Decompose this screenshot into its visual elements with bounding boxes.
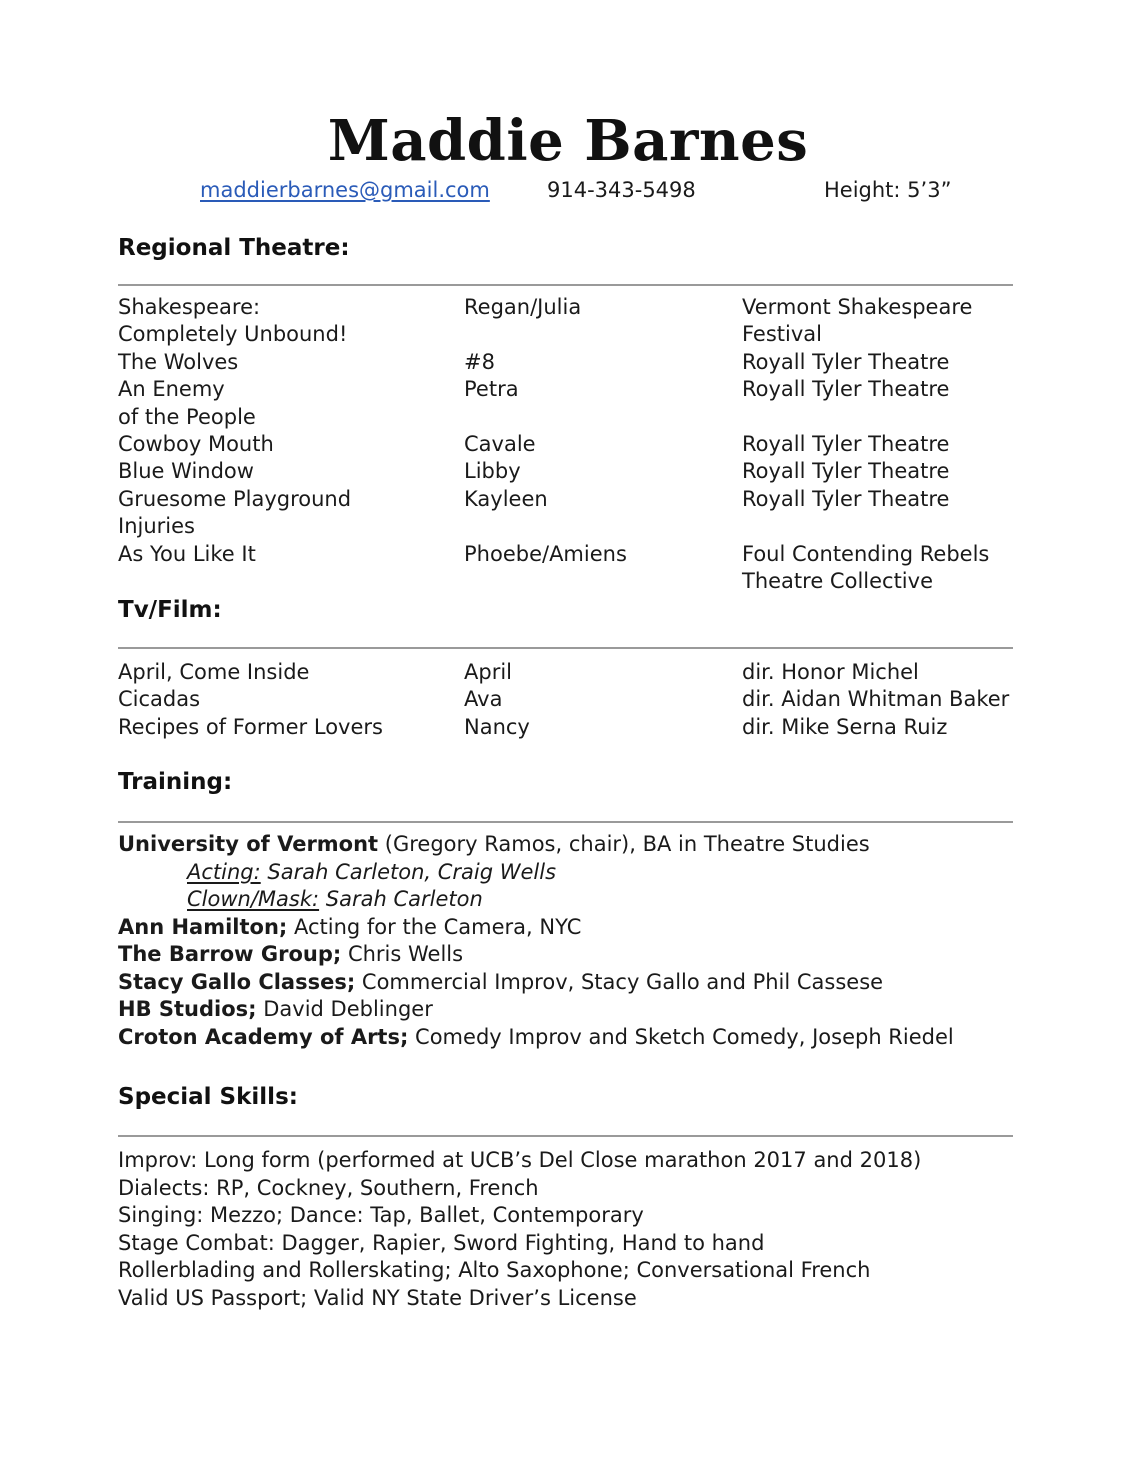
regional-show: Gruesome Playground <box>118 486 352 511</box>
training-school: HB Studios; <box>118 997 257 1021</box>
training-list <box>118 831 954 1051</box>
training-sub-label: Acting: <box>187 859 261 884</box>
film-show-column <box>118 659 383 741</box>
film-show: Recipes of Former Lovers <box>118 714 383 739</box>
regional-role: Petra <box>464 377 519 402</box>
regional-venue-column <box>742 294 989 595</box>
training-subentry <box>118 886 954 914</box>
section-title-regional: Regional Theatre: <box>118 235 350 261</box>
film-director: dir. Mike Serna Ruiz <box>742 714 948 739</box>
skill-line: Stage Combat: Dagger, Rapier, Sword Fighting, Hand to hand <box>118 1230 765 1255</box>
film-role: Ava <box>464 687 503 712</box>
regional-venue <box>742 513 989 540</box>
film-role: Nancy <box>464 714 530 739</box>
film-show: Cicadas <box>118 687 201 712</box>
film-role: April <box>464 660 512 684</box>
training-sub-names: Sarah Carleton, Craig Wells <box>260 859 557 884</box>
regional-show: Shakespeare: <box>118 295 261 319</box>
section-divider <box>118 821 1013 823</box>
training-detail: Comedy Improv and Sketch Comedy, Joseph Riedel <box>408 1024 954 1049</box>
regional-show-column <box>118 294 351 568</box>
regional-role <box>464 321 627 348</box>
regional-venue: Royall Tyler Theatre <box>742 432 950 457</box>
training-entry <box>118 969 954 997</box>
regional-venue: Royall Tyler Theatre <box>742 349 950 374</box>
skill-line: Improv: Long form (performed at UCB’s Del Close marathon 2017 and 2018) <box>118 1148 922 1172</box>
training-school: Stacy Gallo Classes; <box>118 969 356 994</box>
section-divider <box>118 284 1013 286</box>
regional-venue: Vermont Shakespeare <box>742 295 973 319</box>
training-detail: David Deblinger <box>256 997 433 1021</box>
email-link[interactable]: maddierbarnes@gmail.com <box>200 178 490 202</box>
section-divider <box>118 647 1013 649</box>
skill-line: Dialects: RP, Cockney, Southern, French <box>118 1175 539 1200</box>
regional-role: Libby <box>464 459 521 484</box>
training-sub-names: Sarah Carleton <box>319 887 483 911</box>
skills-list <box>118 1147 921 1312</box>
training-detail: Chris Wells <box>341 942 464 966</box>
film-director: dir. Aidan Whitman Baker <box>742 687 1010 712</box>
regional-venue: Royall Tyler Theatre <box>742 486 950 511</box>
resume-name: Maddie Barnes <box>327 108 809 174</box>
regional-show: Completely Unbound! <box>118 322 348 347</box>
regional-role: Regan/Julia <box>464 295 582 319</box>
training-entry <box>118 914 954 942</box>
training-entry <box>118 831 954 859</box>
regional-role: Cavale <box>464 432 536 456</box>
regional-role: #8 <box>464 349 495 374</box>
regional-show: of the People <box>118 404 256 429</box>
training-subentry <box>118 859 954 887</box>
skill-line: Rollerblading and Rollerskating; Alto Saxophone; Conversational French <box>118 1258 871 1282</box>
film-director: dir. Honor Michel <box>742 660 919 684</box>
regional-show: The Wolves <box>118 349 239 374</box>
regional-show: An Enemy <box>118 377 225 402</box>
regional-role: Kayleen <box>464 486 548 511</box>
regional-show: Injuries <box>118 514 195 539</box>
regional-venue: Foul Contending Rebels <box>742 541 990 566</box>
training-detail: Acting for the Camera, NYC <box>287 914 582 939</box>
height-info: Height: 5’3” <box>824 178 952 202</box>
training-school: Croton Academy of Arts; <box>118 1024 409 1049</box>
regional-show: Blue Window <box>118 459 254 484</box>
training-entry <box>118 996 954 1024</box>
regional-role <box>464 513 627 540</box>
skill-line: Valid US Passport; Valid NY State Driver’s License <box>118 1285 637 1310</box>
film-show: April, Come Inside <box>118 660 310 684</box>
training-school: The Barrow Group; <box>118 942 342 966</box>
section-title-training: Training: <box>118 769 233 795</box>
film-role-column <box>464 659 530 741</box>
training-entry <box>118 941 954 969</box>
section-title-film: Tv/Film: <box>118 597 222 623</box>
regional-show: As You Like It <box>118 541 256 566</box>
regional-role <box>464 404 627 431</box>
regional-venue: Festival <box>742 322 822 347</box>
film-director-column <box>742 659 1009 741</box>
section-divider <box>118 1135 1013 1137</box>
regional-role: Phoebe/Amiens <box>464 541 627 566</box>
training-sub-label: Clown/Mask: <box>187 887 320 911</box>
section-title-skills: Special Skills: <box>118 1084 298 1110</box>
regional-venue: Royall Tyler Theatre <box>742 377 950 402</box>
training-school: Ann Hamilton; <box>118 914 288 939</box>
training-detail: Commercial Improv, Stacy Gallo and Phil Cassese <box>355 969 884 994</box>
training-entry <box>118 1024 954 1052</box>
phone-number: 914-343-5498 <box>547 178 696 202</box>
regional-show: Cowboy Mouth <box>118 432 274 457</box>
regional-venue <box>742 404 989 431</box>
regional-venue: Royall Tyler Theatre <box>742 459 950 484</box>
training-detail: (Gregory Ramos, chair), BA in Theatre Studies <box>378 832 870 856</box>
training-school: University of Vermont <box>118 832 379 856</box>
regional-venue: Theatre Collective <box>742 569 933 594</box>
regional-role-column <box>464 294 627 568</box>
skill-line: Singing: Mezzo; Dance: Tap, Ballet, Contemporary <box>118 1203 644 1227</box>
